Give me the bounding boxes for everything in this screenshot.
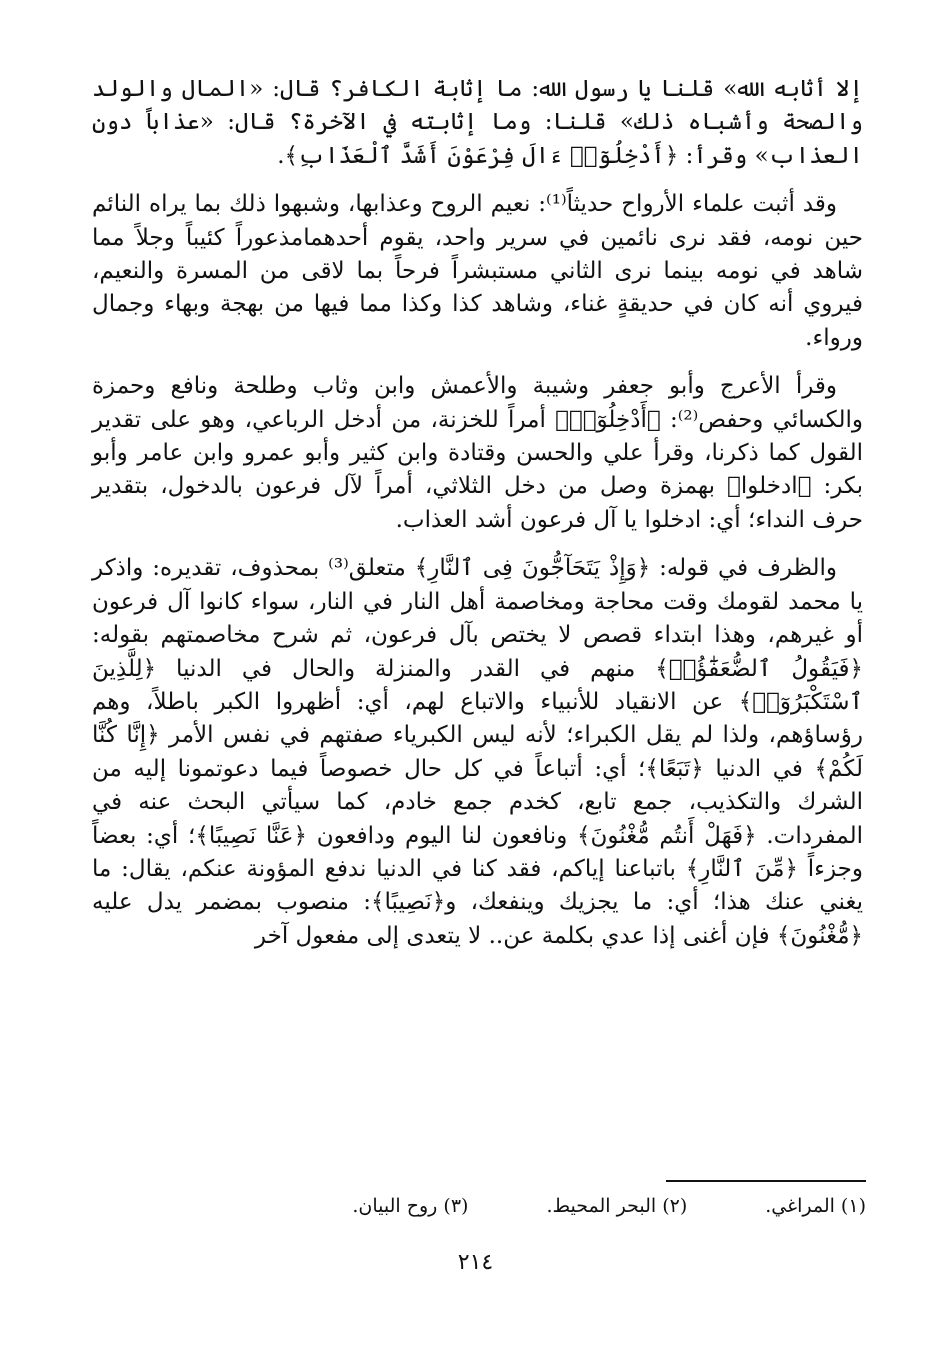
paragraph-3: وقرأ الأعرج وأبو جعفر وشيبة والأعمش وابن وثاب وطلحة ونافع وحمزة والكسائي وحفص⁽²⁾: ﴿أَدْخِلُوٓا۟﴾ أمراً للخزنة، من أدخل الرباعي، وهو على تقدير القول كما ذكرنا، وقرأ علي والحسن وقتادة وابن كثير وأبو عمرو وابن عامر وأبو بكر: ﴿ادخلوا﴾ بهمزة وصل من دخل الثلاثي، أمراً لآل فرعون بالدخول، بتقدير حرف النداء؛ أي: ادخلوا يا آل فرعون أشد العذاب. [92,373,863,533]
body-text [92,73,863,953]
footnotes [92,1195,866,1217]
footnote-divider [666,1180,866,1182]
footnote-3: (٣) روح البيان. [352,1195,469,1217]
page-number: ٢١٤ [457,1250,494,1275]
paragraph-2: وقد أثبت علماء الأرواح حديثاً⁽¹⁾: نعيم الروح وعذابها، وشبهوا ذلك بما يراه النائم حين نومه، فقد نرى نائمين في سرير واحد، يقوم أحدهمامذعوراً كئيباً وجلاً مما شاهد في نومه بينما نرى الثاني مستبشراً فرحاً بما لاقى من المسرة والنعيم، فيروي أنه كان في حديقةٍ غناء، وشاهد كذا وكذا مما فيها من بهجة وبهاء وجمال ورواء. [92,191,863,351]
paragraph-1: إلا أثابه الله» قلنا يا رسول الله: ما إثابة الكافر؟ قال: «المال والولد والصحة وأشباه ذلك» قلنا: وما إثابته في الآخرة؟ قال: «عذاباً دون العذاب» وقرأ: ﴿أَدْخِلُوٓا۟ ءَالَ فِرْعَوْنَ أَشَدَّ ٱلْعَذَابِ﴾. [92,76,863,169]
footnote-2: (٢) البحر المحيط. [546,1195,688,1217]
paragraph-4: والظرف في قوله: ﴿وَإِذْ يَتَحَآجُّونَ فِى ٱلنَّارِ﴾ متعلق⁽³⁾ بمحذوف، تقديره: واذكر يا محمد لقومك وقت محاجة ومخاصمة أهل النار في النار، سواء كانوا آل فرعون أو غيرهم، وهذا ابتداء قصص لا يختص بآل فرعون، ثم شرح مخاصمتهم بقوله: ﴿فَيَقُولُ ٱلضُّعَفَٰٓؤُا۟﴾ منهم في القدر والمنزلة والحال في الدنيا ﴿لِلَّذِينَ ٱسْتَكْبَرُوٓا۟﴾ عن الانقياد للأنبياء والاتباع لهم، أي: أظهروا الكبر باطلاً، وهم رؤساؤهم، ولذا لم يقل الكبراء؛ لأنه ليس الكبرياء صفتهم في نفس الأمر ﴿إِنَّا كُنَّا لَكُمْ﴾ في الدنيا ﴿تَبَعًا﴾؛ أي: أتباعاً في كل حال خصوصاً فيما دعوتمونا إليه من الشرك والتكذيب، جمع تابع، كخدم جمع خادم، كما سيأتي البحث عنه في المفردات. ﴿فَهَلْ أَنتُم مُّغْنُونَ﴾ ونافعون لنا اليوم ودافعون ﴿عَنَّا نَصِيبًا﴾؛ أي: بعضاً وجزءاً ﴿مِّنَ ٱلنَّارِ﴾ باتباعنا إياكم، فقد كنا في الدنيا ندفع المؤونة عنكم، يقال: ما يغني عنك هذا؛ أي: ما يجزيك وينفعك، و﴿نَصِيبًا﴾: منصوب بمضمر يدل عليه ﴿مُّغْنُونَ﴾ فإن أغنى إذا عدي بكلمة عن.. لا يتعدى إلى مفعول آخر [92,555,863,949]
footnote-1: (١) المراغي. [765,1195,866,1217]
